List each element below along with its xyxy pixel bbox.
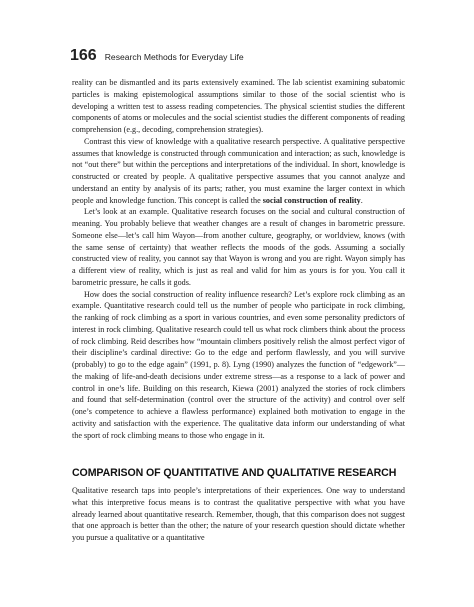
paragraph-text: How does the social construction of reality influence research? Let’s explore rock climbing as an example. Quantitative research could tell us the number of people who participate in rock climbing, the ranking of rock climbing as a sport in various countries, and even some personality predictors of interest in rock climbing. Qualitative research could tell us what rock climbers think about the process of rock climbing. Reid describes how “mountain climbers positively relish the almost perfect vigor of their discipline’s cardinal directive: Go to the edge and perform flawlessly, and you will survive (probably) to go to the edge again” (1991, p. 8). Lyng (1990) analyzes the function of “edgework”—the making of life-and-death decisions under extreme stress—as a response to a lack of power and control in one’s life. Building on this research, Kiewa (2001) analyzed the stories of rock climbers and found that self-determination (control over the structure of the activity) and control over self (one’s competence to achieve a flawless performance) explained both motivation to engage in the activity and satisfaction with the experience. The qualitative data inform our understanding of what the sport of rock climbing means to those who engage in it. [72,289,405,440]
running-title: Research Methods for Everyday Life [104,52,244,62]
paragraph: Qualitative research taps into people’s interpretations of their experiences. One way to understand what this interpretive focus means is to contrast the qualitative perspective with what you have already learned about quantitative research. Remember, though, that this comparison does not suggest that one approach is better than the other; the nature of your research question should dictate whether you pursue a qualitative or a quantitative [72,486,405,542]
page-number: 166 [70,47,97,64]
paragraph [72,136,405,207]
body-text [72,77,405,441]
paragraph [72,206,405,288]
section-heading: COMPARISON OF QUANTITATIVE AND QUALITATIVE RESEARCH [72,467,397,479]
paragraph-text: Contrast this view of knowledge with a qualitative research perspective. A qualitative perspective assumes that knowledge is constructed through communication and interaction; as such, knowledge is not “out there” but within the perceptions and interpretations of the individual. In short, knowledge is constructed or created by people. A qualitative perspective assumes that you cannot analyze and understand an entity by analysis of its parts; rather, you must examine the larger context in which people and knowledge function. This concept is called the [72,136,405,205]
paragraph [72,77,405,136]
key-term: social construction of reality [262,195,361,205]
paragraph-text: reality can be dismantled and its parts extensively examined. The lab scientist examining subatomic particles is making epistemological assumptions similar to those of the social scientist who is developing a written test to assess reading competencies. The physical scientist studies the different components of atoms or molecules and the social scientist studies the different components of reading comprehension (e.g., decoding, comprehension strategies). [72,78,405,134]
section-body [72,485,405,544]
paragraph-text: . [360,195,363,205]
page-header [70,47,244,65]
paragraph [72,289,405,442]
paragraph-text: Let’s look at an example. Qualitative research focuses on the social and cultural construction of meaning. You probably believe that weather changes are a result of changes in barometric pressure. Someone else—let’s call him Wayon—from another culture, geography, or worldview, knows (with the same sense of certainty) that weather reflects the moods of the gods. Assuming a socially constructed view of reality, you cannot say that Wayon is wrong and you are right. Wayon simply has a different view of reality, which is just as real and valid for him as yours is for you. You call it barometric pressure, he calls it gods. [72,207,405,287]
